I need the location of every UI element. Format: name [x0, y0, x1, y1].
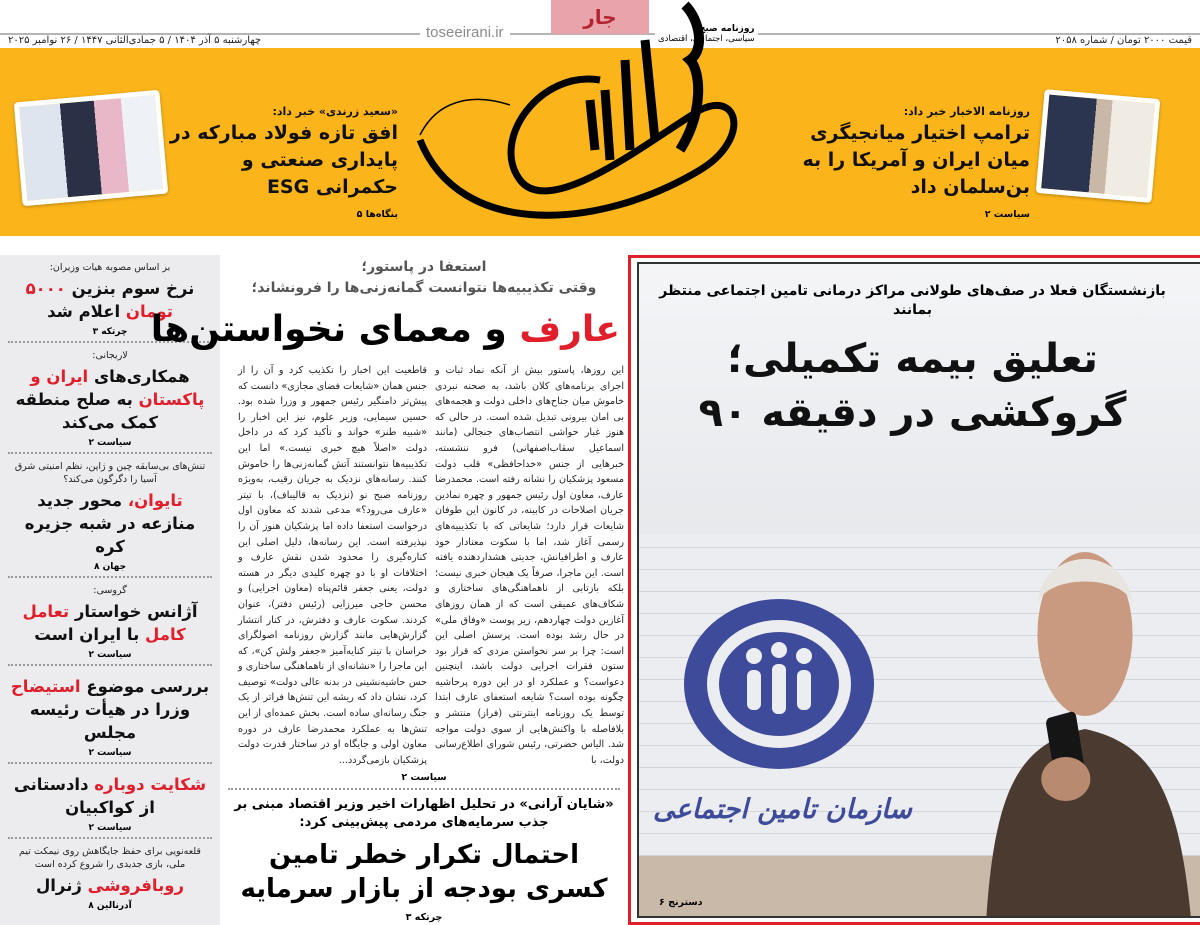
website-link[interactable]: toseeirani.ir — [420, 24, 510, 41]
second-story-headline[interactable]: احتمال تکرار خطر تامین کسری بودجه از بازار سرمایه — [240, 840, 608, 905]
main-story-page-ref: سیاست ۲ — [228, 768, 620, 790]
sidebar-page-ref: سیاست ۲ — [88, 650, 132, 660]
logo-swoosh — [420, 99, 510, 135]
headline-part: همکاری‌های — [88, 367, 190, 386]
headline-part: ژنرال — [35, 876, 88, 895]
sidebar-headline[interactable] — [8, 874, 212, 897]
lead-story-page-ref: دسترنج ۶ — [659, 897, 703, 908]
main-story-headline[interactable] — [150, 305, 620, 355]
sidebar-headline[interactable] — [8, 773, 212, 819]
sidebar-news-item[interactable] — [8, 343, 212, 454]
elderly-man-photo — [970, 494, 1200, 918]
headline-highlight: ایران و پاکستان — [30, 367, 205, 409]
headline-part: با ایران است — [34, 625, 146, 644]
headline-line-1: تعلیق بیمه تکمیلی؛ — [727, 336, 1098, 382]
headline-highlight: تعامل کامل — [22, 602, 186, 644]
issue-date: چهارشنبه ۵ آذر ۱۴۰۴ / ۵ جمادی‌الثانی ۱۴۴۷ / ۲۶ نوامبر ۲۰۲۵ — [4, 35, 265, 46]
headline-part: آژانس خواستار — [69, 602, 198, 621]
page-ref: سیاست ۲ — [984, 209, 1030, 220]
sidebar-page-ref: سیاست ۲ — [88, 823, 132, 833]
sidebar-headline[interactable] — [8, 365, 212, 434]
sidebar-news-item[interactable] — [8, 839, 212, 915]
lead-story-photo — [637, 262, 1200, 918]
sidebar-page-ref: آدرنالین ۸ — [88, 901, 132, 911]
body-column-2: قاطعیت این اخبار را تکذیب کرد و آن را از جنس همان «شایعات فضای مجازی» دانست که پیش‌تر دامنگیر رئیس جمهور و وزرا شده بود. حسین سیمایی، وزیر علوم، نیز این اخبار را «شبیه طنز» خواند و تأکید کرد که در داخل دولت «اصلاً هیچ خبری نیست.» اما این تکذیبیه‌ها نتوانستند آتش گمانه‌زنی‌ها را خاموش کنند. رسانه‌های نزدیک به جریان رقیب، به‌ویژه روزنامه صبح نو (نزدیک به قالیباف)، با تیتر «عارف می‌رود؟» مدعی شدند که معاون اول درخواست استعفا داده اما پزشکیان هنوز آن را نپذیرفته است. این رسانه‌ها، دلیل اصلی این کناره‌گیری را محدود شدن نقش عارف و اختلافات او با دو چهره کلیدی دیگر در هسته دولت، یعنی جعفر قائم‌پناه (معاون اجرایی) و محسن حاجی میرزایی (رئیس دفتر)، عنوان کردند. سکوت عارف و دفترش، در کنار انتشار گزارش‌هایی مانند گزارش روزنامه اصولگرای خراسان با تیتر کنایه‌آمیز «جعفر ولش کن»، که این ماجرا را «نشانه‌ای از ناهماهنگی ساختاری و حس حاشیه‌نشینی در بدنه عالی دولت» توصیف کرد، نشان داد که ریشه این تنش‌ها فراتر از یک جنگ رسانه‌ای ساده است. بخش عمده‌ای از این تنش‌ها به عملکرد محمدرضا عارف در دوره معاون اولی و جایگاه او در ساختار قدرت دولت پزشکیان بازمی‌گردد... — [238, 365, 427, 766]
sidebar-news-item[interactable] — [8, 764, 212, 839]
story-headline[interactable]: ترامپ اختیار میانجیگری میان ایران و آمریکا را به بن‌سلمان داد — [802, 122, 1030, 198]
second-story[interactable] — [228, 796, 620, 923]
headline-part: اعلام شد — [47, 302, 126, 321]
headline-rest: و معمای نخواستن‌ها — [150, 309, 520, 350]
headline-line-2: گروکشی در دقیقه ۹۰ — [698, 390, 1127, 436]
sidebar-kicker: لاریجانی: — [92, 350, 128, 361]
second-story-page-ref: چرتکه ۳ — [405, 912, 443, 924]
kicker-line-1: استعفا در پاستور؛ — [361, 259, 487, 275]
story-kicker: روزنامه الاخبار خبر داد: — [903, 105, 1030, 118]
sidebar-headline[interactable] — [8, 675, 212, 744]
price-issue-number: قیمت ۲۰۰۰ تومان / شماره ۲۰۵۸ — [1051, 35, 1196, 46]
kicker-line-2: وقتی تکذیبیه‌ها نتوانست گمانه‌زنی‌ها را فرونشاند؛ — [251, 280, 597, 296]
sidebar-news-item[interactable] — [8, 454, 212, 578]
newspaper-logo — [400, 0, 800, 250]
headline-highlight: ۵۰۰۰ تومان — [25, 279, 173, 321]
headline-highlight: شکایت دوباره — [94, 775, 207, 794]
sidebar-page-ref: جهان ۸ — [93, 562, 127, 572]
sidebar-news-item[interactable] — [8, 666, 212, 764]
headline-red: عارف — [519, 309, 620, 350]
tagline-1: روزنامه صبح — [698, 24, 755, 34]
headline-part: محور جدید منازعه در شبه جزیره کره — [24, 491, 196, 556]
sidebar-kicker: قلعه‌نویی برای حفظ جایگاهش روی نیمکت تیم ملی، بازی جدیدی را شروع کرده است — [19, 846, 201, 870]
page-ref: بنگاه‌ها ۵ — [356, 209, 398, 220]
lead-story-headline[interactable] — [639, 332, 1186, 440]
news-sidebar — [0, 255, 220, 925]
header-story-left[interactable] — [168, 105, 398, 220]
headline-part: دادستانی از کواکبیان — [13, 775, 155, 817]
story-kicker: «سعید زرندی» خبر داد: — [272, 105, 398, 118]
lead-story-kicker: بازنشستگان فعلا در صف‌های طولانی مراکز درمانی تامین اجتماعی منتظر بمانند — [659, 283, 1166, 318]
main-story-kicker — [228, 257, 620, 299]
header-photo-zarandi — [14, 90, 169, 206]
main-story-body — [236, 363, 624, 768]
headline-highlight: تایوان، — [127, 491, 183, 510]
story-headline[interactable]: افق تازه فولاد مبارکه در پایداری صنعتی و حکمرانی ESG — [169, 122, 398, 198]
headline-highlight: استیضاح — [10, 677, 81, 696]
sidebar-kicker: تنش‌های بی‌سابقه چین و ژاپن، نظم امنیتی شرق آسیا را دگرگون می‌کند؟ — [14, 461, 206, 485]
headline-part: وزرا در هیأت رئیسه مجلس — [29, 700, 191, 742]
sidebar-page-ref: سیاست ۲ — [88, 438, 132, 448]
wall-text: سازمان تامین اجتماعی — [653, 794, 912, 825]
headline-part: به صلح منطقه کمک می‌کند — [15, 390, 159, 432]
logo-stroke — [680, 5, 699, 150]
sidebar-page-ref: سیاست ۲ — [88, 748, 132, 758]
sidebar-kicker: گروسی: — [93, 585, 127, 596]
tamin-ejtemaei-logo-icon — [679, 594, 879, 774]
second-story-kicker: «شایان آرانی» در تحلیل اظهارات اخیر وزیر اقتصاد مبنی بر جذب سرمایه‌های مردمی پیش‌بینی کرد: — [234, 797, 614, 831]
tagline-2: سیاسی، اجتماعی، اقتصادی — [658, 34, 755, 44]
sidebar-headline[interactable] — [8, 600, 212, 646]
header-photo-trump-mbs — [1036, 89, 1161, 203]
headline-part: بررسی موضوع — [80, 677, 210, 696]
stamp-logo: جار — [551, 0, 649, 34]
headline-highlight: روبافروشی — [87, 876, 185, 895]
lead-story-header — [639, 282, 1186, 440]
sidebar-headline[interactable] — [8, 489, 212, 558]
header-story-right[interactable] — [800, 105, 1030, 220]
sidebar-page-ref: چرتکه ۳ — [92, 327, 128, 337]
body-column-1: این روزها، پاستور بیش از آنکه نماد ثبات و اجرای برنامه‌های کلان باشد، به صحنه نبردی خاموش میان جناح‌های داخلی دولت و هجمه‌های بی امان بیرونی تبدیل شده است. در حالی که هنوز غبار حواشی انتصاب‌های جنجالی (مانند اسماعیل سقاب‌اصفهانی) فرو ننشسته، خبرهایی از جنس «خداحافظی» قلب دولت مسعود پزشکیان را نشانه رفته است. محمدرضا عارف، معاون اول رئیس جمهور و چهره نمادین جریان اصلاحات در کابینه، در کانون این طوفان شایعات قرار دارد؛ شایعاتی که با تکذیبیه‌های رسمی آغاز شد، اما با سکوت معنادار خود عارف و اطرافیانش، جدیتی هشداردهنده یافته است. این ماجرا، صرفاً یک هیجان خبری نیست؛ بلکه بازتابی از ناهماهنگی‌های ساختاری و شکاف‌های عمیقی است که از همان روزهای آغازین دولت چهاردهم، زیر پوست «وفاق ملی» در حال رشد بوده است. پرسش اصلی این است: چرا بر سر نخواستن مردی که قرار بود ستون فقرات اجرایی دولت باشد، اینچنین دعواست؟ و عملکرد او در این دوره پرحاشیه چگونه بوده است؟ شایعه استعفای عارف ابتدا توسط یک روزنامه اینترنتی (فراز) منتشر و بلافاصله با واکنش‌هایی از سوی دولت مواجه شد. الیاس حضرتی، رئیس شورای اطلاع‌رسانی دولت، با — [435, 365, 624, 766]
sidebar-news-item[interactable] — [8, 578, 212, 666]
sidebar-kicker: بر اساس مصوبه هیات وزیران: — [49, 262, 171, 273]
headline-part: نرخ سوم بنزین — [65, 279, 195, 298]
lead-story-box[interactable] — [628, 255, 1200, 925]
